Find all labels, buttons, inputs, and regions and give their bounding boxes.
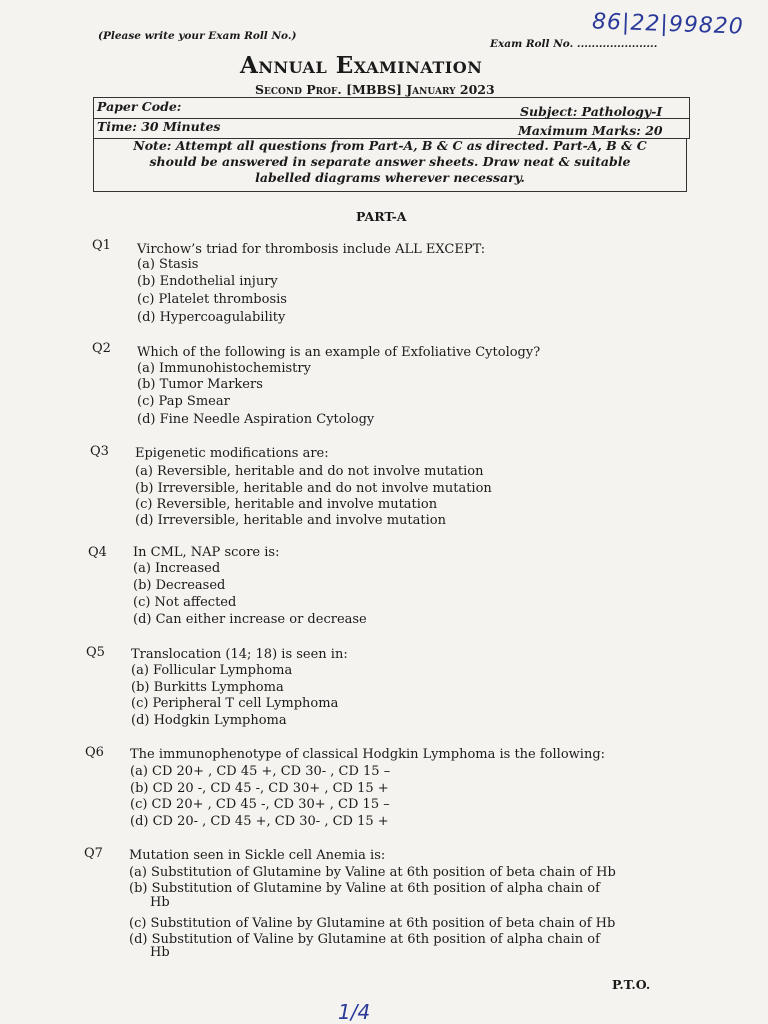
option-continuation: Hb: [150, 895, 170, 910]
option: (b) Irreversible, heritable and do not involve mutation: [135, 481, 492, 496]
note-line: labelled diagrams wherever necessary.: [255, 170, 525, 185]
roll-number-label: Exam Roll No. ......................: [490, 38, 658, 50]
option: (d) Irreversible, heritable and involve mutation: [135, 513, 446, 528]
option: (a) Reversible, heritable and do not involve mutation: [135, 464, 484, 479]
roll-number-handwritten: 86|22|99820: [591, 9, 745, 40]
question-text: Translocation (14; 18) is seen in:: [131, 647, 348, 662]
option: (c) Substitution of Valine by Glutamine at 6th position of beta chain of Hb: [129, 916, 616, 931]
option: (a) CD 20+ , CD 45 +, CD 30- , CD 15 –: [130, 764, 391, 779]
option: (c) Peripheral T cell Lymphoma: [131, 696, 339, 711]
option: (b) Burkitts Lymphoma: [131, 680, 284, 695]
instructions-note: [100, 138, 680, 186]
option: (a) Increased: [133, 561, 221, 576]
question-number: Q2: [92, 341, 111, 356]
option: (b) Endothelial injury: [137, 274, 278, 289]
option-continuation: Hb: [150, 945, 170, 960]
subject: Subject: Pathology-I: [520, 104, 663, 119]
option: (d) CD 20- , CD 45 +, CD 30- , CD 15 +: [130, 814, 389, 829]
please-turn-over: P.T.O.: [612, 977, 651, 992]
question-text: Virchow’s triad for thrombosis include ALL EXCEPT:: [137, 242, 486, 257]
option: (d) Hodgkin Lymphoma: [131, 713, 287, 728]
note-line: Note: Attempt all questions from Part-A, B & C as directed. Part-A, B & C: [133, 138, 647, 153]
option: (a) Immunohistochemistry: [137, 361, 311, 376]
option: (c) Pap Smear: [137, 394, 230, 409]
option: (b) Substitution of Glutamine by Valine at 6th position of alpha chain of: [129, 881, 600, 896]
question-text: In CML, NAP score is:: [133, 545, 280, 560]
option: (c) Not affected: [133, 595, 237, 610]
question-number: Q3: [90, 444, 109, 459]
option: (c) Platelet thrombosis: [137, 292, 287, 307]
option: (b) Decreased: [133, 578, 226, 593]
question-number: Q5: [86, 645, 105, 660]
option: (c) CD 20+ , CD 45 -, CD 30+ , CD 15 –: [130, 797, 390, 812]
page-number-handwritten: 1/4: [338, 1000, 371, 1024]
roll-instruction: (Please write your Exam Roll No.): [98, 30, 297, 42]
exam-title: Annual Examination: [240, 52, 483, 79]
question-number: Q6: [85, 745, 104, 760]
question-number: Q7: [84, 846, 103, 861]
option: (d) Substitution of Valine by Glutamine at 6th position of alpha chain of: [129, 932, 600, 947]
paper-code: Paper Code:: [97, 99, 182, 114]
question-number: Q1: [92, 238, 111, 253]
part-title: PART-A: [356, 209, 407, 224]
question-number: Q4: [88, 545, 107, 560]
question-text: Epigenetic modifications are:: [135, 446, 329, 461]
time-allowed: Time: 30 Minutes: [97, 119, 221, 134]
option: (b) CD 20 -, CD 45 -, CD 30+ , CD 15 +: [130, 781, 389, 796]
option: (a) Stasis: [137, 257, 199, 272]
option: (b) Tumor Markers: [137, 377, 263, 392]
option: (d) Fine Needle Aspiration Cytology: [137, 412, 375, 427]
option: (d) Hypercoagulability: [137, 310, 286, 325]
option: (a) Substitution of Glutamine by Valine at 6th position of beta chain of Hb: [129, 865, 616, 880]
option: (a) Follicular Lymphoma: [131, 663, 293, 678]
option: (c) Reversible, heritable and involve mutation: [135, 497, 438, 512]
question-text: Mutation seen in Sickle cell Anemia is:: [129, 848, 386, 863]
exam-subtitle: Second Prof. [MBBS] January 2023: [255, 82, 495, 97]
question-text: Which of the following is an example of Exfoliative Cytology?: [137, 345, 541, 360]
maximum-marks: Maximum Marks: 20: [518, 123, 663, 138]
option: (d) Can either increase or decrease: [133, 612, 367, 627]
question-text: The immunophenotype of classical Hodgkin Lymphoma is the following:: [130, 747, 606, 762]
note-line: should be answered in separate answer sheets. Draw neat & suitable: [149, 154, 631, 169]
